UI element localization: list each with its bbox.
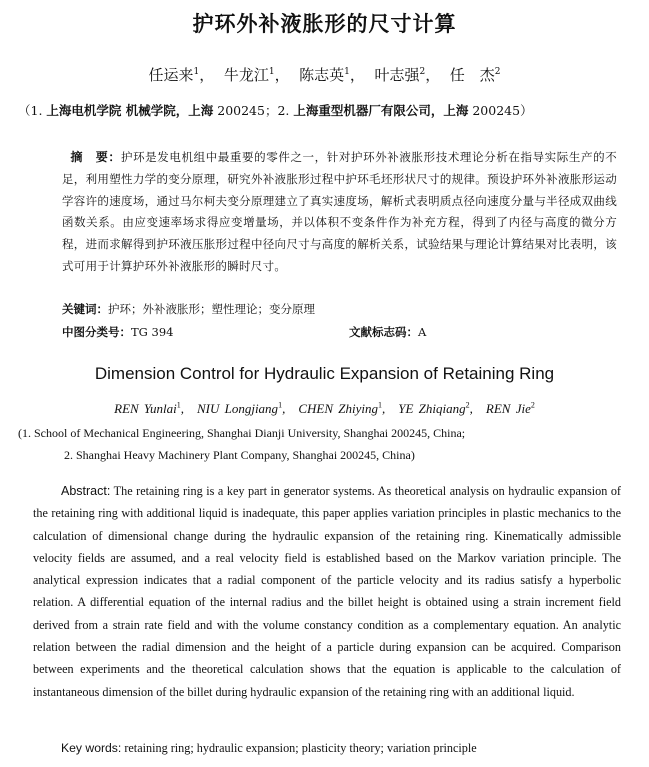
author-affil-sup: 1 xyxy=(278,400,283,410)
abstract-en-text: The retaining ring is a key part in generator systems. As theoretical analysis on hydraulic expansion of the retaining ring with additional liquid is inadequate, this paper applies variation principles in plastic mechanics to the calculation of dimensional change during the hydraulic expansion of the retaining ring. Kinematically admissible velocity fields are assumed, and a real velocity field is established based on the Markov variation principle. The analytical expression indicates that a radial component of the particle velocity and its radius satisfy a hyperbolic relation. A differential equation of the internal radius and the billet height is obtained using a strain increment field derived from a strain rate field and with the volume constancy condition as a complementary equation. An analytic relation between the radial dimension and the height of a particle during expansion can be acquired. Comparison between experiments and the theoretical calculation shows that the equation is applicable to the calculation of instantaneous dimension of the billet during hydraulic expansion of the retaining ring with an additional liquid. xyxy=(33,484,621,699)
affiliation-en-line-2: 2. Shanghai Heavy Machinery Plant Company, Shanghai 200245, China) xyxy=(64,448,415,462)
author-separator: ， xyxy=(349,66,365,84)
keywords-en-text: retaining ring; hydraulic expansion; plasticity theory; variation principle xyxy=(121,741,477,755)
author-en: NIU Longjiang xyxy=(196,401,279,416)
affil-open: （1. xyxy=(18,103,47,118)
affil-inst-2: 上海重型机器厂有限公司，上海 xyxy=(293,103,469,118)
author-cn: 牛龙江 xyxy=(223,66,269,84)
author-cn: 任运来 xyxy=(148,66,194,84)
author-separator: , xyxy=(282,401,299,416)
author-en: CHEN Zhiying xyxy=(298,401,378,416)
author-separator: ， xyxy=(199,66,215,84)
affil-inst-1: 上海电机学院 机械学院，上海 xyxy=(46,103,214,118)
keywords-en xyxy=(61,741,477,756)
author-affil-sup: 1 xyxy=(344,67,350,77)
document-code-label: 文献标志码： xyxy=(349,325,418,339)
author-cn: 陈志英 xyxy=(299,66,345,84)
author-en: YE Zhiqiang xyxy=(398,401,466,416)
abstract-en xyxy=(33,480,621,703)
document-code xyxy=(349,324,426,340)
clc-value: TG 394 xyxy=(131,325,174,339)
clc-label: 中图分类号： xyxy=(62,325,131,339)
clc-number xyxy=(62,324,173,340)
author-en: REN Yunlai xyxy=(114,401,177,416)
keywords-en-label: Key words: xyxy=(61,741,122,755)
author-cn: 任 杰 xyxy=(449,66,495,84)
abstract-cn-text: 护环是发电机组中最重要的零件之一，针对护环外补液胀形技术理论分析在指导实际生产的不足，利用塑性力学的变分原理，研究外补液胀形过程中护环毛坯形状尺寸的规律。预设护环外补液胀形运动学容许的速度场，通过马尔柯夫变分原理建立了真实速度场，解析式表明质点径向速度分量与半径成双曲线函数关系。由应变速率场求得应变增量场，并以体积不变条件作为补充方程，得到了内径与高度的微分方程，进而求解得到护环液压胀形过程中径向尺寸与高度的解析关系，试验结果与理论计算结果对比表明，该式可用于计算护环外补液胀形的瞬时尺寸。 xyxy=(62,150,618,273)
author-cn: 叶志强 xyxy=(374,66,420,84)
author-affil-sup: 1 xyxy=(268,67,275,77)
abstract-en-label: Abstract: xyxy=(61,484,111,498)
authors-cn xyxy=(0,64,649,85)
author-separator: ， xyxy=(425,66,441,84)
author-separator: , xyxy=(469,401,486,416)
author-affil-sup: 2 xyxy=(465,400,470,410)
author-affil-sup: 1 xyxy=(193,67,200,77)
author-separator: , xyxy=(180,401,197,416)
author-separator: ， xyxy=(274,66,290,84)
abstract-cn-label: 摘 要： xyxy=(70,150,121,164)
affiliation-en xyxy=(18,422,638,466)
affil-zip-2: 200245） xyxy=(468,103,533,118)
affil-zip-1: 200245；2. xyxy=(213,103,294,118)
author-affil-sup: 2 xyxy=(419,67,426,77)
affiliation-en-line-1: (1. School of Mechanical Engineering, Shanghai Dianji University, Shanghai 200245, China; xyxy=(18,426,466,440)
author-en: REN Jie xyxy=(485,401,531,416)
document-code-value: A xyxy=(418,325,427,339)
abstract-cn xyxy=(62,147,617,278)
author-affil-sup: 1 xyxy=(176,400,181,410)
keywords-cn-text: 护环；外补液胀形；塑性理论；变分原理 xyxy=(108,302,315,316)
authors-en xyxy=(0,398,649,417)
keywords-cn xyxy=(62,301,315,317)
author-affil-sup: 2 xyxy=(530,400,535,410)
keywords-cn-label: 关键词： xyxy=(62,302,108,316)
title-en: Dimension Control for Hydraulic Expansion of Retaining Ring xyxy=(94,364,555,383)
affiliation-cn xyxy=(18,101,638,119)
title-cn: 护环外补液胀形的尺寸计算 xyxy=(192,11,457,36)
author-affil-sup: 1 xyxy=(377,400,382,410)
author-affil-sup: 2 xyxy=(494,67,501,77)
author-separator: , xyxy=(381,401,399,416)
